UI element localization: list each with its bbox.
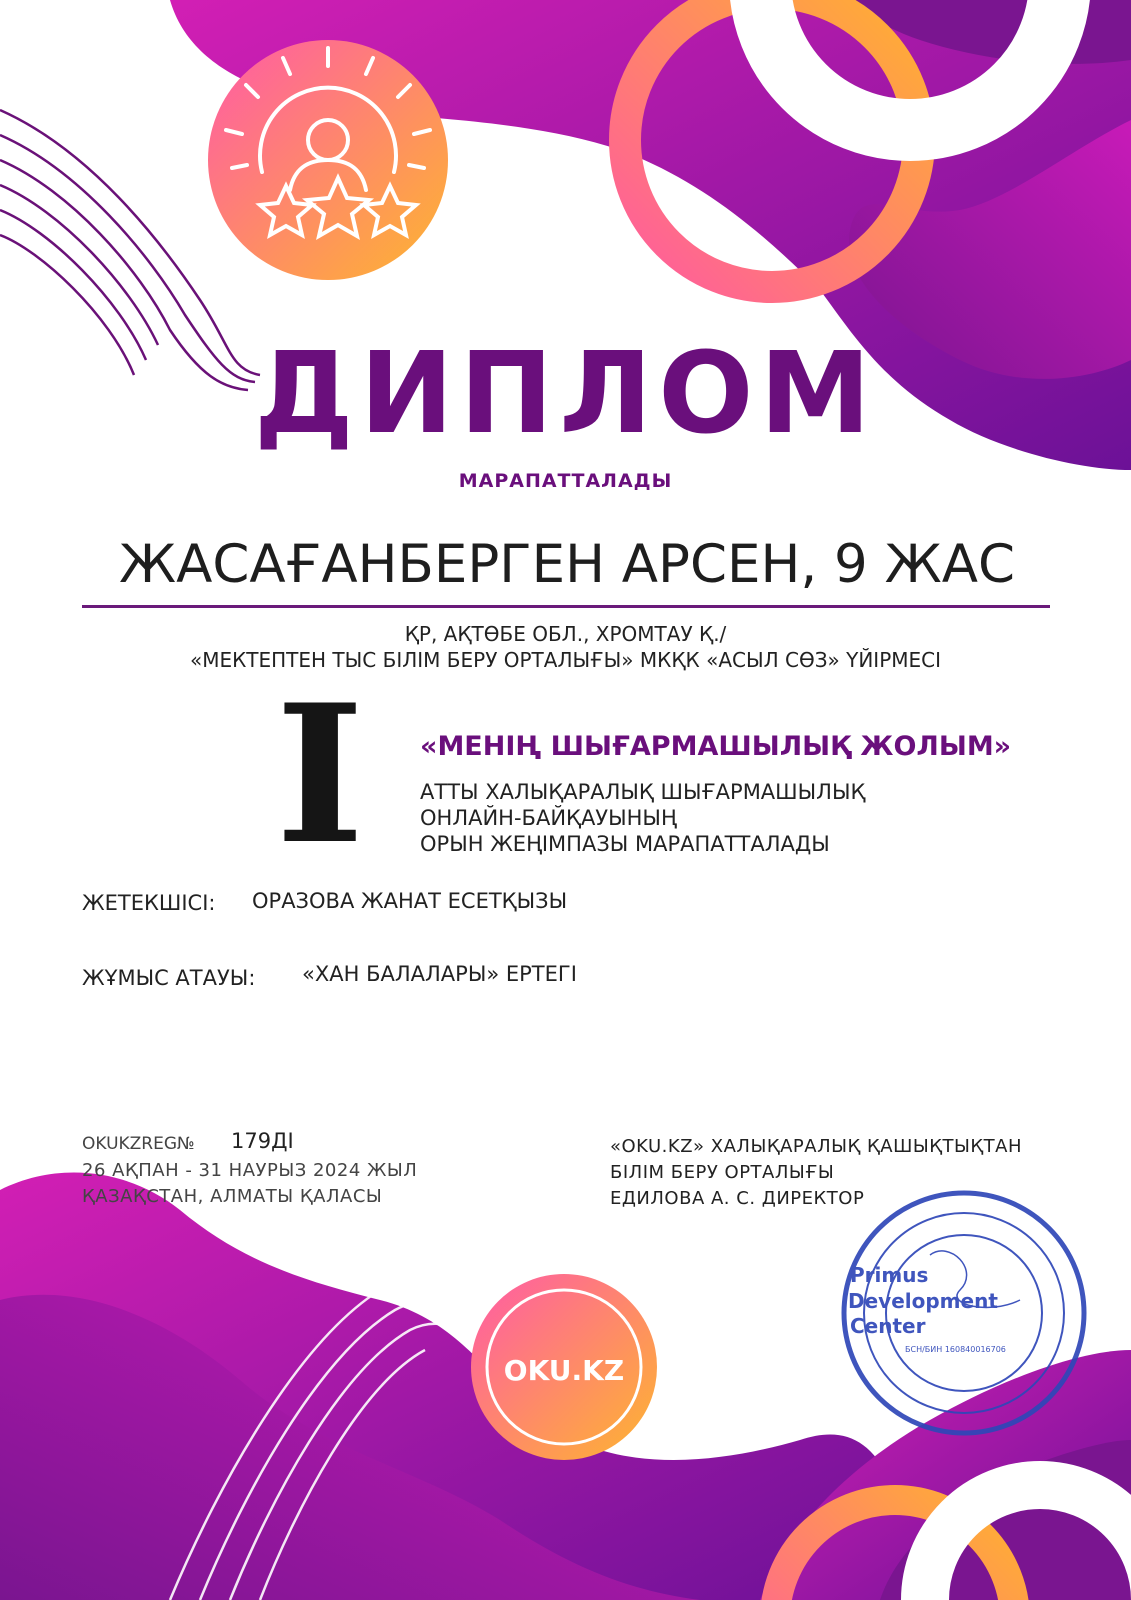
place-number: I: [275, 663, 365, 886]
contest-dates: 26 АҚПАН - 31 НАУРЫЗ 2024 ЖЫЛ: [82, 1160, 418, 1181]
svg-text:БСН/БИН 160840016706: БСН/БИН 160840016706: [905, 1345, 1006, 1354]
organization-line-2: БІЛІМ БЕРУ ОРТАЛЫҒЫ: [610, 1162, 835, 1183]
location-line-1: ҚР, АҚТӨБЕ ОБЛ., ХРОМТАУ Қ./: [404, 622, 727, 646]
recipient-name: ЖАСАҒАНБЕРГЕН АРСЕН, 9 ЖАС: [119, 534, 1015, 595]
contest-description-line: ОНЛАЙН-БАЙҚАУЫНЫҢ: [420, 806, 677, 830]
contest-description-line: ОРЫН ЖЕҢІМПАЗЫ МАРАПАТТАЛАДЫ: [420, 832, 830, 856]
diploma-title: ДИПЛОМ: [254, 329, 877, 459]
supervisor-name: ОРАЗОВА ЖАНАТ ЕСЕТҚЫЗЫ: [252, 889, 568, 913]
location-line-2: «МЕКТЕПТЕН ТЫС БІЛІМ БЕРУ ОРТАЛЫҒЫ» МКҚК «АСЫЛ СӨЗ» ҮЙІРМЕСІ: [189, 648, 942, 672]
work-title-label: ЖҰМЫС АТАУЫ:: [82, 966, 256, 990]
svg-text:Primus: Primus: [850, 1263, 929, 1287]
official-stamp: [844, 1193, 1084, 1433]
registration-label: OKUKZREG№: [82, 1134, 195, 1154]
svg-text:Center: Center: [850, 1314, 926, 1338]
contest-city: ҚАЗАҚСТАН, АЛМАТЫ ҚАЛАСЫ: [82, 1186, 383, 1207]
director-signature-line: ЕДИЛОВА А. С. ДИРЕКТОР: [610, 1188, 865, 1209]
name-underline: [82, 605, 1050, 608]
awarded-subtitle: МАРАПАТТАЛАДЫ: [458, 470, 673, 492]
contest-name: «МЕНІҢ ШЫҒАРМАШЫЛЫҚ ЖОЛЫМ»: [420, 731, 1012, 762]
registration-number: 179ДІ: [231, 1129, 294, 1153]
organization-line-1: «OKU.KZ» ХАЛЫҚАРАЛЫҚ ҚАШЫҚТЫҚТАН: [610, 1136, 1023, 1157]
work-title: «ХАН БАЛАЛАРЫ» ЕРТЕГІ: [302, 962, 577, 986]
supervisor-label: ЖЕТЕКШІСІ:: [82, 891, 216, 915]
contest-description-line: АТТЫ ХАЛЫҚАРАЛЫҚ ШЫҒАРМАШЫЛЫҚ: [420, 780, 866, 804]
svg-text:Development: Development: [848, 1289, 998, 1313]
oku-logo-text: OKU.KZ: [503, 1354, 625, 1387]
